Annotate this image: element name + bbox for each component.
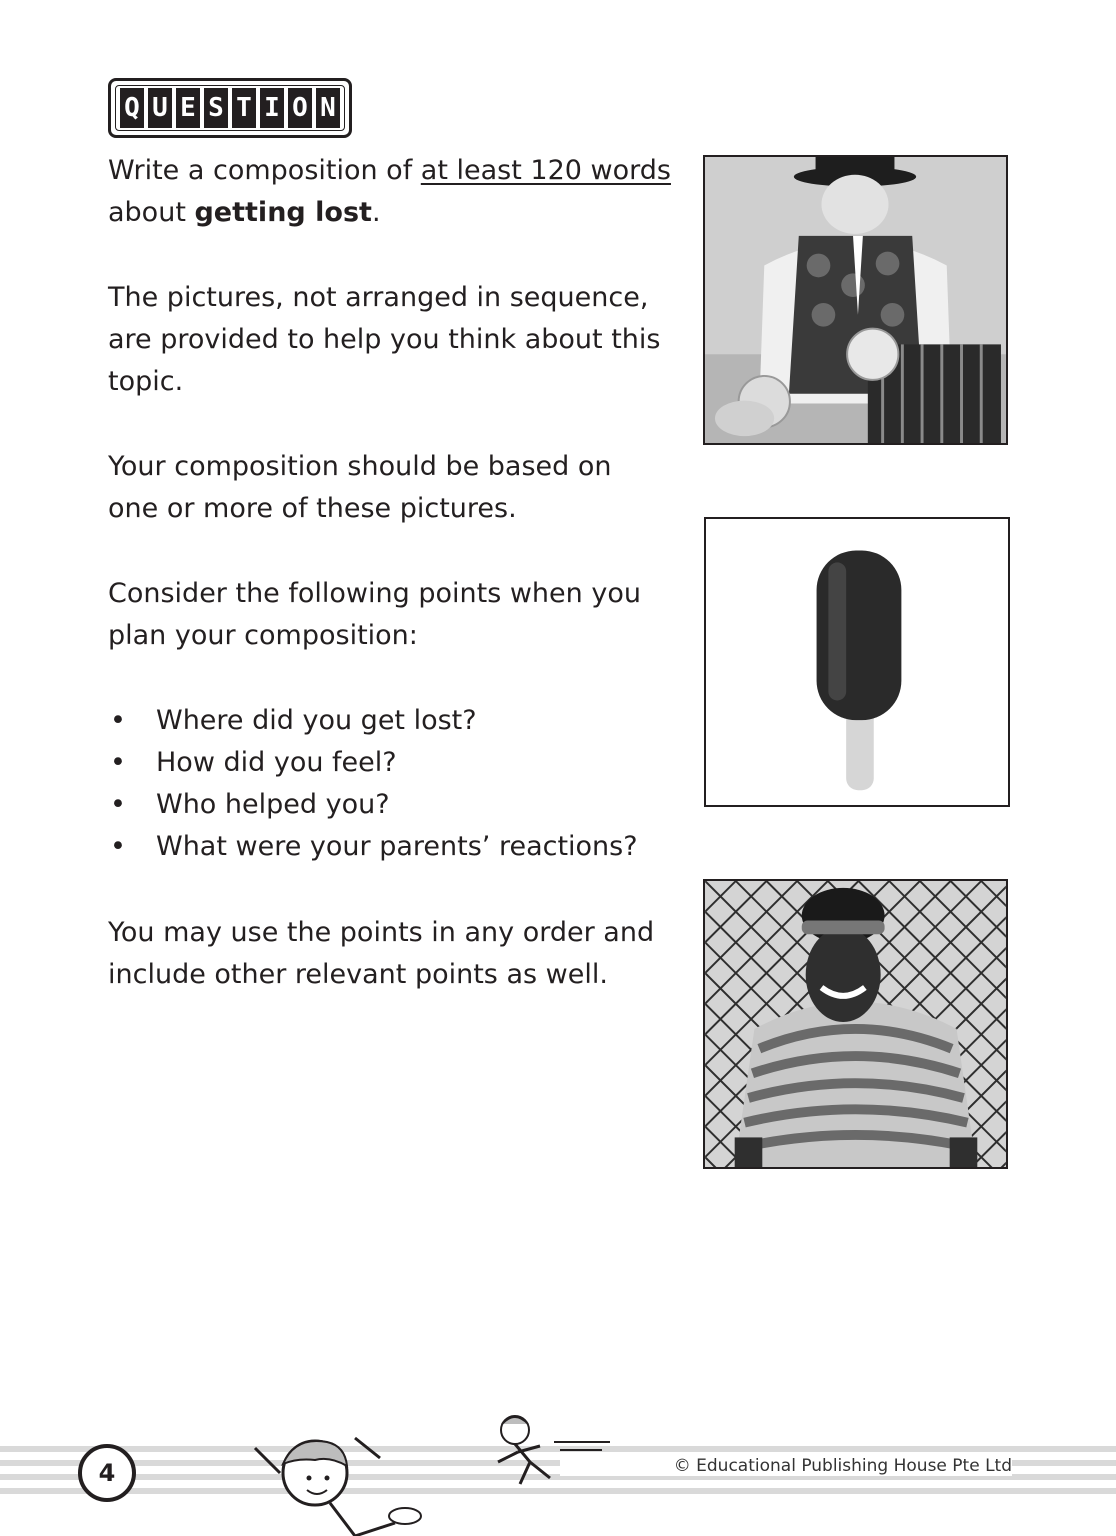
paragraph-line: The pictures, not arranged in sequence, [108,282,649,313]
consider-paragraph [108,573,698,657]
point-text: Who helped you? [156,789,390,820]
bullet: • [110,789,126,820]
intro-text: Write a composition of [108,155,421,186]
order-paragraph [108,912,698,996]
paragraph-line: Your composition should be based on [108,451,612,482]
paragraph-line: topic. [108,366,184,397]
heading-letter: N [316,88,340,128]
copyright-notice: © Educational Publishing House Pte Ltd [560,1456,1012,1476]
paragraph-line: Consider the following points when you [108,578,641,609]
paragraph-line: one or more of these pictures. [108,493,517,524]
pictures-paragraph [108,277,698,403]
girl-picture [703,879,1008,1169]
girl-illustration [705,881,1006,1167]
point-text: How did you feel? [156,747,397,778]
paragraph-line: are provided to help you think about this [108,324,661,355]
points-list [108,700,698,868]
paragraph-line: plan your composition: [108,620,418,651]
question-heading [108,78,352,138]
ice-cream-illustration [706,519,1008,805]
heading-letter: Q [120,88,144,128]
paragraph-line: You may use the points in any order and [108,917,655,948]
based-paragraph [108,446,698,530]
bullet: • [110,705,126,736]
list-item [108,700,698,742]
cartoon-kid-jumping [235,1428,430,1536]
intro-paragraph [108,150,698,234]
question-letters [115,85,345,131]
heading-letter: U [148,88,172,128]
list-item [108,742,698,784]
cartoon-kid-running [490,1412,615,1492]
intro-text: . [371,197,381,228]
bullet: • [110,831,126,862]
page-number: 4 [78,1444,136,1502]
word-count-requirement: at least 120 words [420,155,671,186]
heading-letter: O [288,88,312,128]
juggler-picture [703,155,1008,445]
juggler-illustration [705,157,1006,443]
heading-letter: S [204,88,228,128]
heading-letter: E [176,88,200,128]
heading-letter: T [232,88,256,128]
ice-cream-picture [704,517,1010,807]
list-item [108,826,698,868]
paragraph-line: include other relevant points as well. [108,959,608,990]
point-text: Where did you get lost? [156,705,477,736]
heading-letter: I [260,88,284,128]
composition-topic: getting lost [194,197,372,228]
point-text: What were your parents’ reactions? [156,831,638,862]
list-item [108,784,698,826]
bullet: • [110,747,126,778]
intro-text: about [108,197,195,228]
